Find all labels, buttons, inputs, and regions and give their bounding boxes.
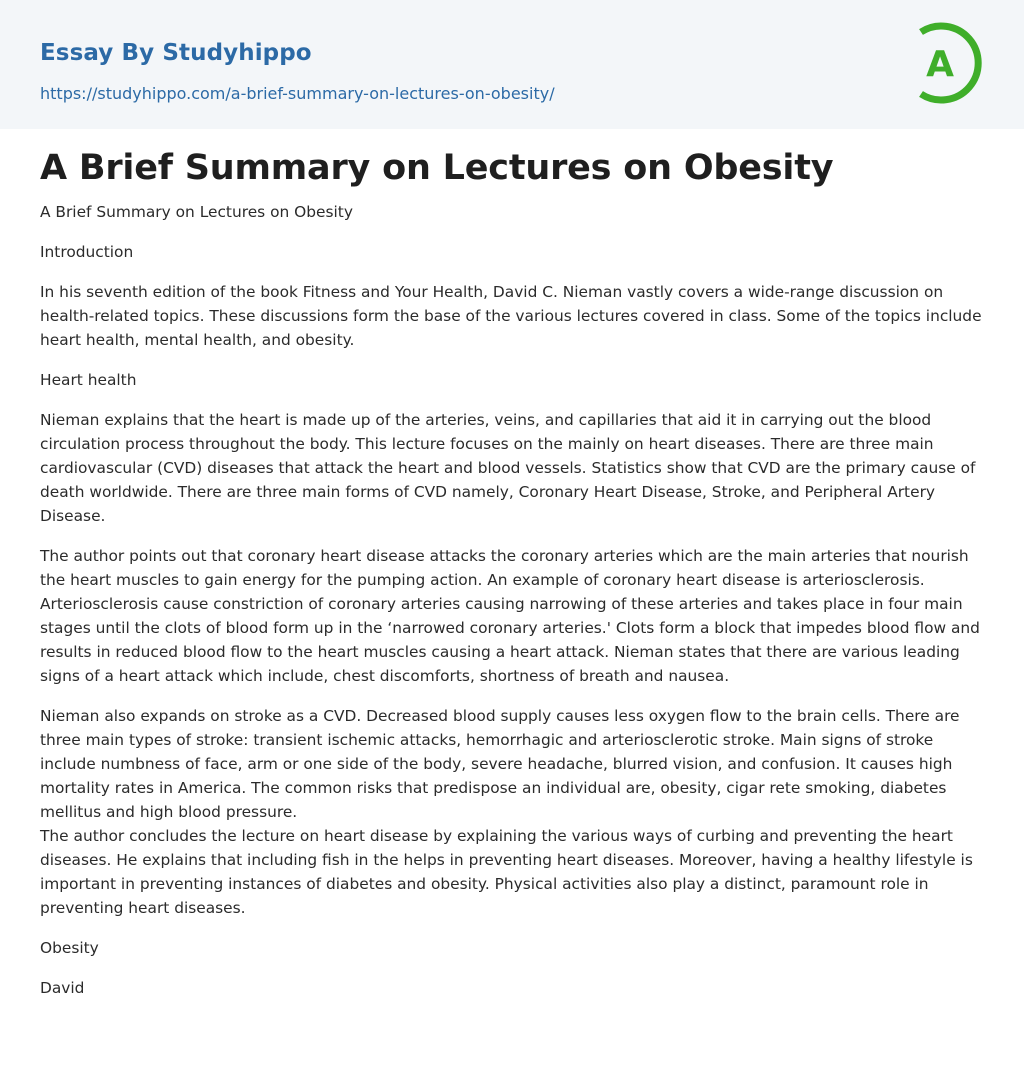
section-heading-introduction: Introduction: [40, 243, 134, 261]
paragraph: The author points out that coronary heart disease attacks the coronary arteries which are the main arteries that nourish the heart muscles to gain energy for the pumping action. An example of coronary heart disease is arteriosclerosis. Arteriosclerosis cause constriction of coronary arteries causing narrowing of these arteries and takes place in four main stages until the clots of blood form up in the ‘narrowed coronary arteries.' Clots form a block that impedes blood flow and results in reduced blood flow to the heart muscles causing a heart attack. Nieman states that there are various leading signs of a heart attack which include, chest discomforts, shortness of breath and nausea.: [40, 547, 980, 685]
article-body: [40, 200, 984, 1000]
logo-letter: A: [926, 44, 954, 85]
page-title: A Brief Summary on Lectures on Obesity: [40, 148, 834, 188]
site-header: [0, 0, 1024, 129]
brand-title[interactable]: Essay By Studyhippo: [40, 40, 312, 66]
paragraph: David: [40, 979, 85, 997]
section-heading-heart-health: Heart health: [40, 371, 137, 389]
source-url-link[interactable]: https://studyhippo.com/a-brief-summary-on-lectures-on-obesity/: [40, 84, 555, 103]
paragraph: The author concludes the lecture on heart disease by explaining the various ways of curbing and preventing the heart diseases. He explains that including fish in the helps in preventing heart diseases. Moreover, having a healthy lifestyle is important in preventing instances of diabetes and obesity. Physical activities also play a distinct, paramount role in preventing heart diseases.: [40, 827, 973, 917]
subtitle-paragraph: A Brief Summary on Lectures on Obesity: [40, 203, 353, 221]
article: [0, 129, 1024, 1000]
section-heading-obesity: Obesity: [40, 939, 99, 957]
paragraph: Nieman explains that the heart is made up of the arteries, veins, and capillaries that aid it in carrying out the blood circulation process throughout the body. This lecture focuses on the mainly on heart diseases. There are three main cardiovascular (CVD) diseases that attack the heart and blood vessels. Statistics show that CVD are the primary cause of death worldwide. There are three main forms of CVD namely, Coronary Heart Disease, Stroke, and Peripheral Artery Disease.: [40, 411, 976, 525]
studyhippo-logo-icon[interactable]: [912, 20, 986, 106]
paragraph: Nieman also expands on stroke as a CVD. Decreased blood supply causes less oxygen flow to the brain cells. There are three main types of stroke: transient ischemic attacks, hemorrhagic and arteriosclerotic stroke. Main signs of stroke include numbness of face, arm or one side of the body, severe headache, blurred vision, and confusion. It causes high mortality rates in America. The common risks that predispose an individual are, obesity, cigar rete smoking, diabetes mellitus and high blood pressure.: [40, 707, 960, 821]
paragraph: In his seventh edition of the book Fitness and Your Health, David C. Nieman vastly covers a wide-range discussion on health-related topics. These discussions form the base of the various lectures covered in class. Some of the topics include heart health, mental health, and obesity.: [40, 283, 982, 349]
